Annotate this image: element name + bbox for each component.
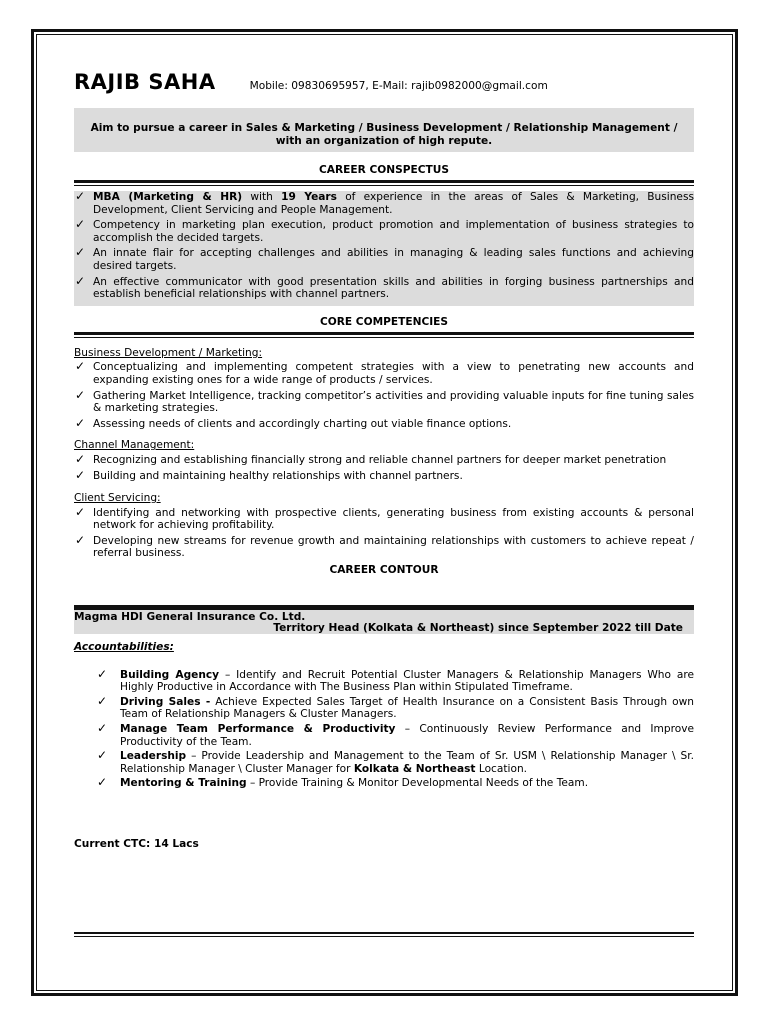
accountability-label: Leadership [120, 750, 187, 763]
check-icon: ✓ [97, 693, 108, 708]
list-item-text: – Continuously Review Performance and Improve Productivity of the Team. [120, 723, 694, 748]
client-servicing-list [74, 504, 694, 560]
job-role: Territory Head (Kolkata & Northeast) since September 2022 till Date [273, 622, 683, 635]
list-item-text: Gathering Market Intelligence, tracking competitor’s activities and providing valuable inputs for fine tuning sales & marketing strategies. [93, 389, 694, 415]
list-item-text: – Provide Training & Monitor Developmental Needs of the Team. [246, 777, 589, 790]
contact-info: Mobile: 09830695957, E-Mail: rajib0982000@gmail.com [249, 80, 548, 92]
business-development-heading: Business Development / Marketing: [74, 346, 263, 359]
business-development-list [74, 361, 694, 430]
job-header [74, 610, 694, 634]
list-item-text: of experience in the areas of Sales & Marketing, Business Development, Client Servicing and People Management. [93, 191, 694, 216]
current-ctc: Current CTC: 14 Lacs [74, 838, 199, 850]
check-icon: ✓ [75, 273, 86, 288]
footer-divider [74, 932, 694, 937]
list-item-text: – Identify and Recruit Potential Cluster Managers & Relationship Managers Who are Highly Productive in Accordance with The Business Plan within Stipulated Timeframe. [120, 668, 694, 694]
list-item-text: Building and maintaining healthy relationships with channel partners. [93, 469, 463, 482]
objective-line-2: with an organization of high repute. [275, 134, 493, 147]
list-item [74, 191, 694, 216]
objective-line-1: Aim to pursue a career in Sales & Marketing / Business Development / Relationship Management / [90, 122, 678, 134]
career-conspectus-list [74, 191, 694, 306]
location-text: Kolkata & Northeast [353, 762, 476, 775]
list-item [74, 361, 694, 386]
check-icon: ✓ [97, 775, 108, 790]
resume-page [74, 68, 694, 851]
check-icon: ✓ [97, 721, 108, 736]
list-item [74, 219, 694, 244]
check-icon: ✓ [75, 217, 86, 232]
list-item-text: with [242, 191, 282, 203]
list-item [74, 504, 694, 532]
list-item [74, 451, 694, 467]
list-item-text: Developing new streams for revenue growth and maintaining relationships with customers to achieve repeat / referral business. [93, 534, 694, 560]
accountability-label: Driving Sales - [120, 695, 211, 708]
accountability-label: Building Agency [120, 668, 220, 681]
check-icon: ✓ [75, 387, 86, 402]
list-item-text: Recognizing and establishing financially strong and reliable channel partners for deeper market penetration [93, 453, 667, 466]
check-icon: ✓ [97, 748, 108, 763]
list-item [97, 721, 694, 748]
list-item [74, 273, 694, 301]
company-name: Magma HDI General Insurance Co. Ltd. [74, 611, 306, 624]
list-item [97, 748, 694, 775]
accountability-label: Mentoring & Training [120, 777, 247, 790]
list-item [74, 415, 694, 431]
list-item [97, 693, 694, 721]
check-icon: ✓ [75, 467, 86, 482]
list-item-text: An innate flair for accepting challenges and abilities in managing & leading sales functions and achieving desired targets. [93, 247, 694, 272]
channel-management-list [74, 451, 694, 482]
list-item-text: Achieve Expected Sales Target of Health Insurance on a Consistent Basis Through own Team of Relationship Managers & Cluster Managers. [120, 695, 694, 721]
accountability-label: Manage Team Performance & Productivity [120, 723, 396, 736]
list-item [97, 666, 694, 694]
career-conspectus-heading: CAREER CONSPECTUS [319, 164, 449, 176]
degree-text: MBA (Marketing & HR) [93, 191, 243, 203]
list-item [97, 775, 694, 790]
accountabilities-heading: Accountabilities: [74, 641, 174, 654]
list-item-text: – Provide Leadership and Management to the Team of Sr. USM \ Relationship Manager \ Sr. Relationship Manager \ Cluster Manager for [120, 750, 694, 775]
check-icon: ✓ [97, 666, 108, 681]
resume-header [74, 68, 694, 96]
check-icon: ✓ [75, 415, 86, 430]
years-text: 19 Years [281, 191, 337, 203]
list-item-text: Conceptualizing and implementing competent strategies with a view to penetrating new accounts and expanding existing ones for a wide range of products / services. [93, 361, 694, 386]
accountabilities-list [97, 666, 694, 790]
section-divider [74, 180, 694, 186]
list-item [74, 532, 694, 560]
check-icon: ✓ [75, 451, 86, 466]
list-item-text: Location. [475, 762, 528, 775]
check-icon: ✓ [75, 189, 86, 203]
channel-management-heading: Channel Management: [74, 439, 195, 452]
check-icon: ✓ [75, 504, 86, 519]
career-contour-heading: CAREER CONTOUR [329, 564, 439, 577]
list-item-text: Assessing needs of clients and accordingly charting out viable finance options. [93, 417, 512, 430]
list-item [74, 467, 694, 483]
candidate-name: RAJIB SAHA [74, 70, 216, 94]
list-item [74, 387, 694, 415]
check-icon: ✓ [75, 245, 86, 260]
list-item-text: Competency in marketing plan execution, product promotion and implementation of business strategies to accomplish the decided targets. [93, 219, 694, 244]
check-icon: ✓ [75, 359, 86, 374]
check-icon: ✓ [75, 532, 86, 547]
client-servicing-heading: Client Servicing: [74, 492, 161, 505]
list-item-text: Identifying and networking with prospective clients, generating business from existing accounts & personal network for achieving profitability. [93, 506, 694, 532]
list-item [74, 247, 694, 272]
core-competencies-heading: CORE COMPETENCIES [319, 315, 449, 328]
section-divider [74, 332, 694, 338]
list-item-text: An effective communicator with good presentation skills and abilities in forging business partnerships and establish beneficial relationships with channel partners. [93, 275, 694, 301]
career-objective [74, 108, 694, 152]
